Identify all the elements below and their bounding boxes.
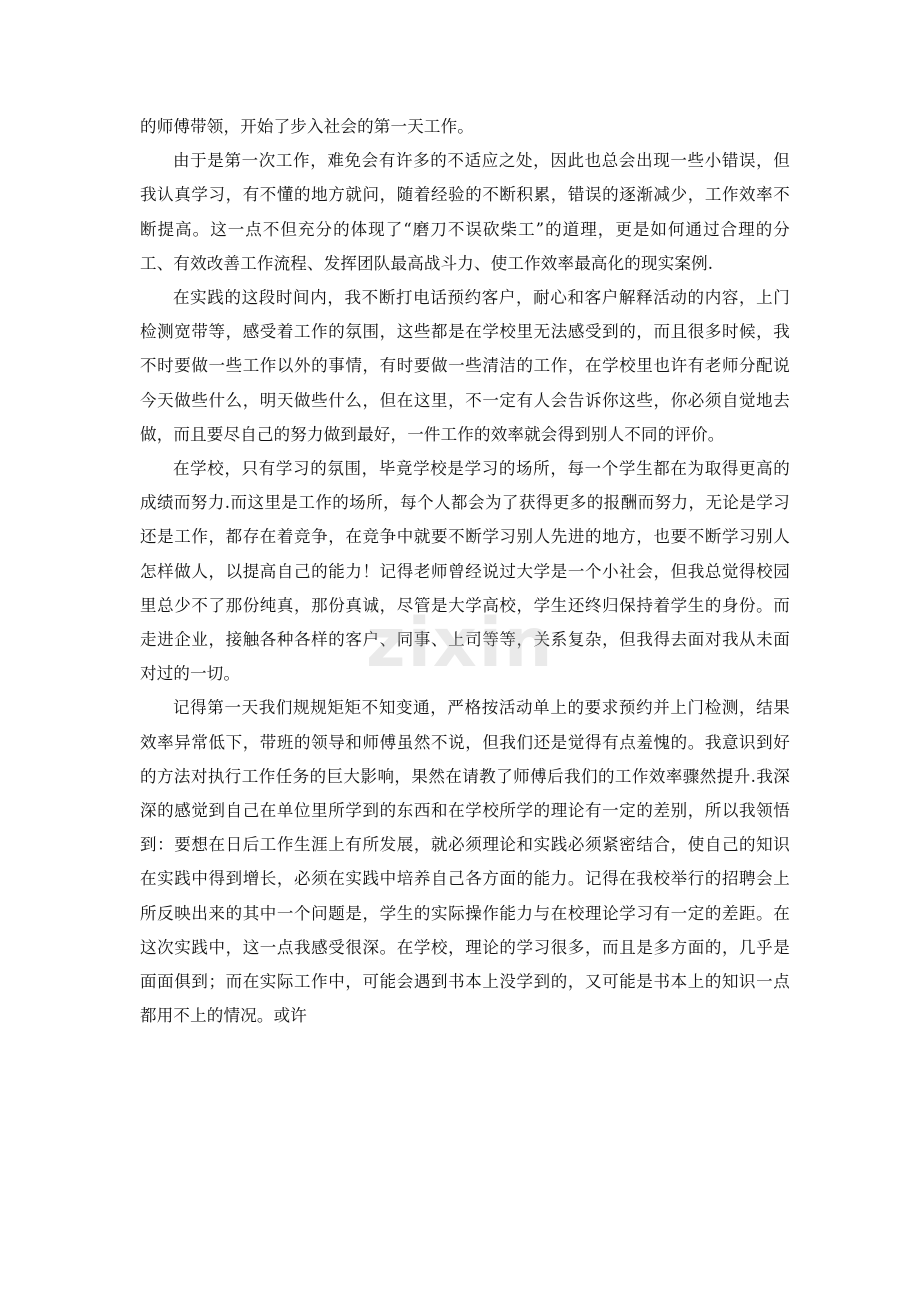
- watermark: zixin: [366, 604, 555, 683]
- paragraph-1: 的师傅带领，开始了步入社会的第一天工作。: [140, 117, 474, 136]
- paragraph-2: 由于是第一次工作，难免会有许多的不适应之处，因此也总会出现一些小错误，但我认真学习，有不懂的地方就问，随着经验的不断积累，错误的逐渐减少，工作效率不断提高。这一点不但充分的体现了“磨刀不误砍柴工”的道理，更是如何通过合理的分工、有效改善工作流程、发挥团队最高战斗力、使工作效率最高化的现实案例.: [140, 151, 790, 273]
- paragraph-3: 在实践的这段时间内，我不断打电话预约客户，耐心和客户解释活动的内容，上门检测宽带等，感受着工作的氛围，这些都是在学校里无法感受到的，而且很多时候，我不时要做一些工作以外的事情，有时要做一些清洁的工作，在学校里也许有老师分配说今天做些什么，明天做些什么，但在这里，不一定有人会告诉你这些，你必须自觉地去做，而且要尽自己的努力做到最好，一件工作的效率就会得到别人不同的评价。: [140, 288, 790, 444]
- paragraph-4: 在学校，只有学习的氛围，毕竟学校是学习的场所，每一个学生都在为取得更高的成绩而努力.而这里是工作的场所，每个人都会为了获得更多的报酬而努力，无论是学习还是工作，都存在着竞争，在竞争中就要不断学习别人先进的地方，也要不断学习别人怎样做人，以提高自己的能力！记得老师曾经说过大学是一个小社会，但我总觉得校园里总少不了那份纯真，那份真诚，尽管是大学高校，学生还终归保持着学生的身份。而走进企业，接触各种各样的客户、同事、上司等等，关系复杂，但我得去面对我从未面对过的一切。: [140, 459, 790, 684]
- paragraph-5: 记得第一天我们规规矩矩不知变通，严格按活动单上的要求预约并上门检测，结果效率异常低下，带班的领导和师傅虽然不说，但我们还是觉得有点羞愧的。我意识到好的方法对执行工作任务的巨大影响，果然在请教了师傅后我们的工作效率骤然提升.我深深的感觉到自己在单位里所学到的东西和在学校所学的理论有一定的差别，所以我领悟到：要想在日后工作生涯上有所发展，就必须理论和实践必须紧密结合，使自己的知识在实践中得到增长，必须在实践中培养自己各方面的能力。记得在我校举行的招聘会上所反映出来的其中一个问题是，学生的实际操作能力与在校理论学习有一定的差距。在这次实践中，这一点我感受很深。在学校，理论的学习很多，而且是多方面的，几乎是面面俱到；而在实际工作中，可能会遇到书本上没学到的，又可能是书本上的知识一点都用不上的情况。或许: [140, 698, 790, 1026]
- document-body: [140, 110, 790, 1033]
